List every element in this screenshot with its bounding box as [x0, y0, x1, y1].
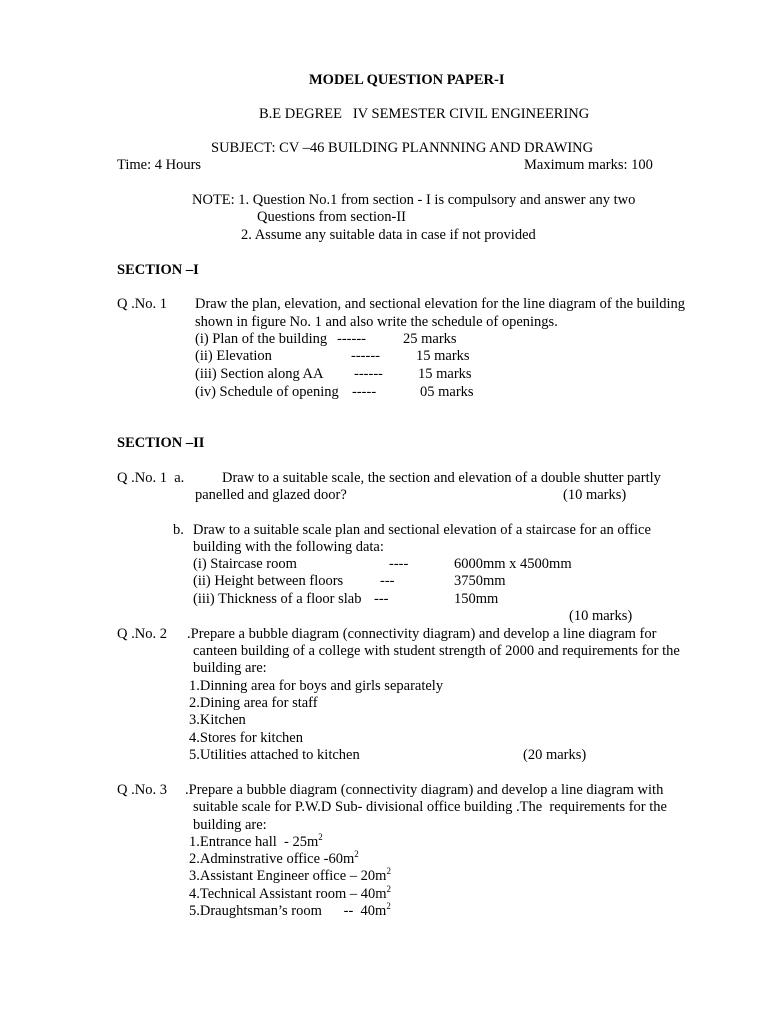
- question-text: shown in figure No. 1 and also write the schedule of openings.: [195, 314, 558, 330]
- question-marks: (10 marks): [563, 487, 627, 503]
- question-text: .Prepare a bubble diagram (connectivity diagram) and develop a line diagram with: [185, 782, 664, 798]
- marks-item-value: 15 marks: [416, 348, 470, 364]
- degree-line: B.E DEGREE IV SEMESTER CIVIL ENGINEERING: [259, 106, 590, 122]
- question-text: canteen building of a college with student strength of 2000 and requirements for the: [193, 643, 680, 659]
- data-item-value: 6000mm x 4500mm: [454, 556, 572, 572]
- subject-line: SUBJECT: CV –46 BUILDING PLANNNING AND DRAWING: [211, 140, 594, 156]
- data-item-value: 150mm: [454, 591, 499, 607]
- question-text: building with the following data:: [193, 539, 384, 555]
- note-line-1: NOTE: 1. Question No.1 from section - I is compulsory and answer any two: [192, 192, 636, 208]
- time-label: Time: 4 Hours: [117, 157, 202, 173]
- requirement-item: [189, 903, 391, 920]
- superscript: 2: [386, 884, 392, 894]
- section-1-heading: SECTION –I: [117, 262, 199, 278]
- question-text: panelled and glazed door?: [195, 487, 347, 503]
- question-label: Q .No. 1: [117, 296, 167, 312]
- marks-item-dash: ------: [354, 366, 383, 382]
- question-text: building are:: [193, 660, 267, 676]
- requirement-text: 3.Assistant Engineer office – 20m: [189, 868, 387, 884]
- marks-item-name: (iii) Section along AA: [195, 366, 324, 382]
- question-label: Q .No. 3: [117, 782, 167, 798]
- marks-item-dash: ------: [351, 348, 380, 364]
- requirement-item: 2.Dining area for staff: [189, 695, 318, 711]
- marks-item-value: 25 marks: [403, 331, 457, 347]
- question-text: Draw to a suitable scale plan and sectional elevation of a staircase for an office: [193, 522, 651, 538]
- data-item-name: (iii) Thickness of a floor slab: [193, 591, 362, 607]
- data-item-name: (ii) Height between floors: [193, 573, 344, 589]
- question-text: Draw the plan, elevation, and sectional elevation for the line diagram of the building: [195, 296, 686, 312]
- requirement-text: 5.Draughtsman’s room -- 40m: [189, 903, 387, 919]
- marks-item-dash: ------: [337, 331, 366, 347]
- superscript: 2: [354, 849, 359, 859]
- marks-item-value: 15 marks: [418, 366, 472, 382]
- paper-title: MODEL QUESTION PAPER-I: [309, 72, 505, 88]
- question-marks: (20 marks): [523, 747, 587, 763]
- question-text: .Prepare a bubble diagram (connectivity diagram) and develop a line diagram for: [187, 626, 657, 642]
- superscript: 2: [386, 866, 391, 876]
- question-marks: (10 marks): [569, 608, 633, 624]
- requirement-text: 1.Entrance hall - 25m: [189, 834, 319, 850]
- marks-item-name: (iv) Schedule of opening: [195, 384, 339, 400]
- data-item-name: (i) Staircase room: [193, 556, 297, 572]
- question-label: Q .No. 1 a.: [117, 470, 185, 486]
- requirement-item: [189, 834, 323, 851]
- requirement-item: [189, 886, 391, 903]
- superscript: 2: [386, 901, 391, 911]
- data-item-dash: ---: [374, 591, 389, 607]
- question-label: b.: [173, 522, 184, 538]
- marks-item-name: (i) Plan of the building: [195, 331, 328, 347]
- max-marks-label: Maximum marks: 100: [524, 157, 653, 173]
- requirement-text: 2.Adminstrative office -60m: [189, 851, 355, 867]
- requirement-item: [189, 851, 359, 868]
- requirement-item: 4.Stores for kitchen: [189, 730, 303, 746]
- data-item-dash: ---: [380, 573, 395, 589]
- note-line-2: Questions from section-II: [257, 209, 406, 225]
- marks-item-value: 05 marks: [420, 384, 474, 400]
- superscript: 2: [318, 832, 323, 842]
- question-text: building are:: [193, 817, 267, 833]
- marks-item-name: (ii) Elevation: [195, 348, 272, 364]
- data-item-dash: ----: [389, 556, 409, 572]
- data-item-value: 3750mm: [454, 573, 506, 589]
- question-text: suitable scale for P.W.D Sub- divisional office building .The requirements for the: [193, 799, 667, 815]
- note-line-3: 2. Assume any suitable data in case if not provided: [241, 227, 536, 243]
- requirement-text: 4.Technical Assistant room – 40m: [189, 886, 387, 902]
- question-text: Draw to a suitable scale, the section and elevation of a double shutter partly: [222, 470, 661, 486]
- requirement-item: 5.Utilities attached to kitchen: [189, 747, 360, 763]
- requirement-item: 1.Dinning area for boys and girls separately: [189, 678, 444, 694]
- section-2-heading: SECTION –II: [117, 435, 205, 451]
- requirement-item: 3.Kitchen: [189, 712, 246, 728]
- question-label: Q .No. 2: [117, 626, 167, 642]
- requirement-item: [189, 868, 391, 885]
- marks-item-dash: -----: [352, 384, 377, 400]
